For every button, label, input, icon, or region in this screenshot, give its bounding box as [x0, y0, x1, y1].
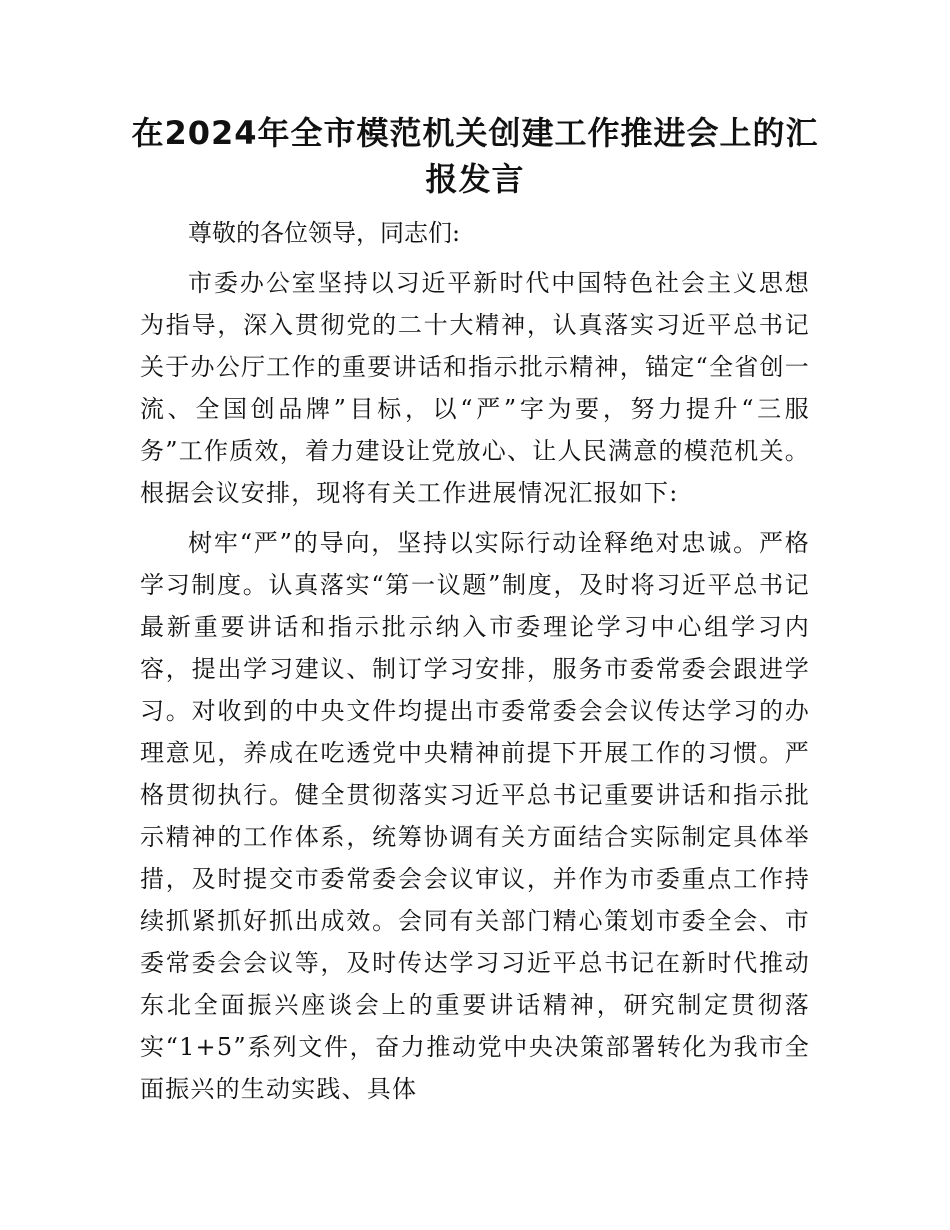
greeting: 尊敬的各位领导，同志们:	[188, 219, 461, 247]
paragraph-intro: 市委办公室坚持以习近平新时代中国特色社会主义思想为指导，深入贯彻党的二十大精神，认真落实习近平总书记关于办公厅工作的重要讲话和指示批示精神，锚定“全省创一流、全国创品牌”目标，以“严”字为要，努力提升“三服务”工作质效，着力建设让党放心、让人民满意的模范机关。根据会议安排，现将有关工作进展情况汇报如下:	[140, 269, 810, 507]
document-body	[140, 212, 810, 1118]
paragraph-section-1: 树牢“严”的导向，坚持以实际行动诠释绝对忠诚。严格学习制度。认真落实“第一议题”制度，及时将习近平总书记最新重要讲话和指示批示纳入市委理论学习中心组学习内容，提出学习建议、制订学习安排，服务市委常委会跟进学习。对收到的中央文件均提出市委常委会会议传达学习的办理意见，养成在吃透党中央精神前提下开展工作的习惯。严格贯彻执行。健全贯彻落实习近平总书记重要讲话和指示批示精神的工作体系，统筹协调有关方面结合实际制定具体举措，及时提交市委常委会会议审议，并作为市委重点工作持续抓紧抓好抓出成效。会同有关部门精心策划市委全会、市委常委会会议等，及时传达学习习近平总书记在新时代推动东北全面振兴座谈会上的重要讲话精神，研究制定贯彻落实“1+5”系列文件，奋力推动党中央决策部署转化为我市全面振兴的生动实践、具体	[140, 529, 810, 1103]
document-title: 在2024年全市模范机关创建工作推进会上的汇报发言	[131, 114, 819, 198]
